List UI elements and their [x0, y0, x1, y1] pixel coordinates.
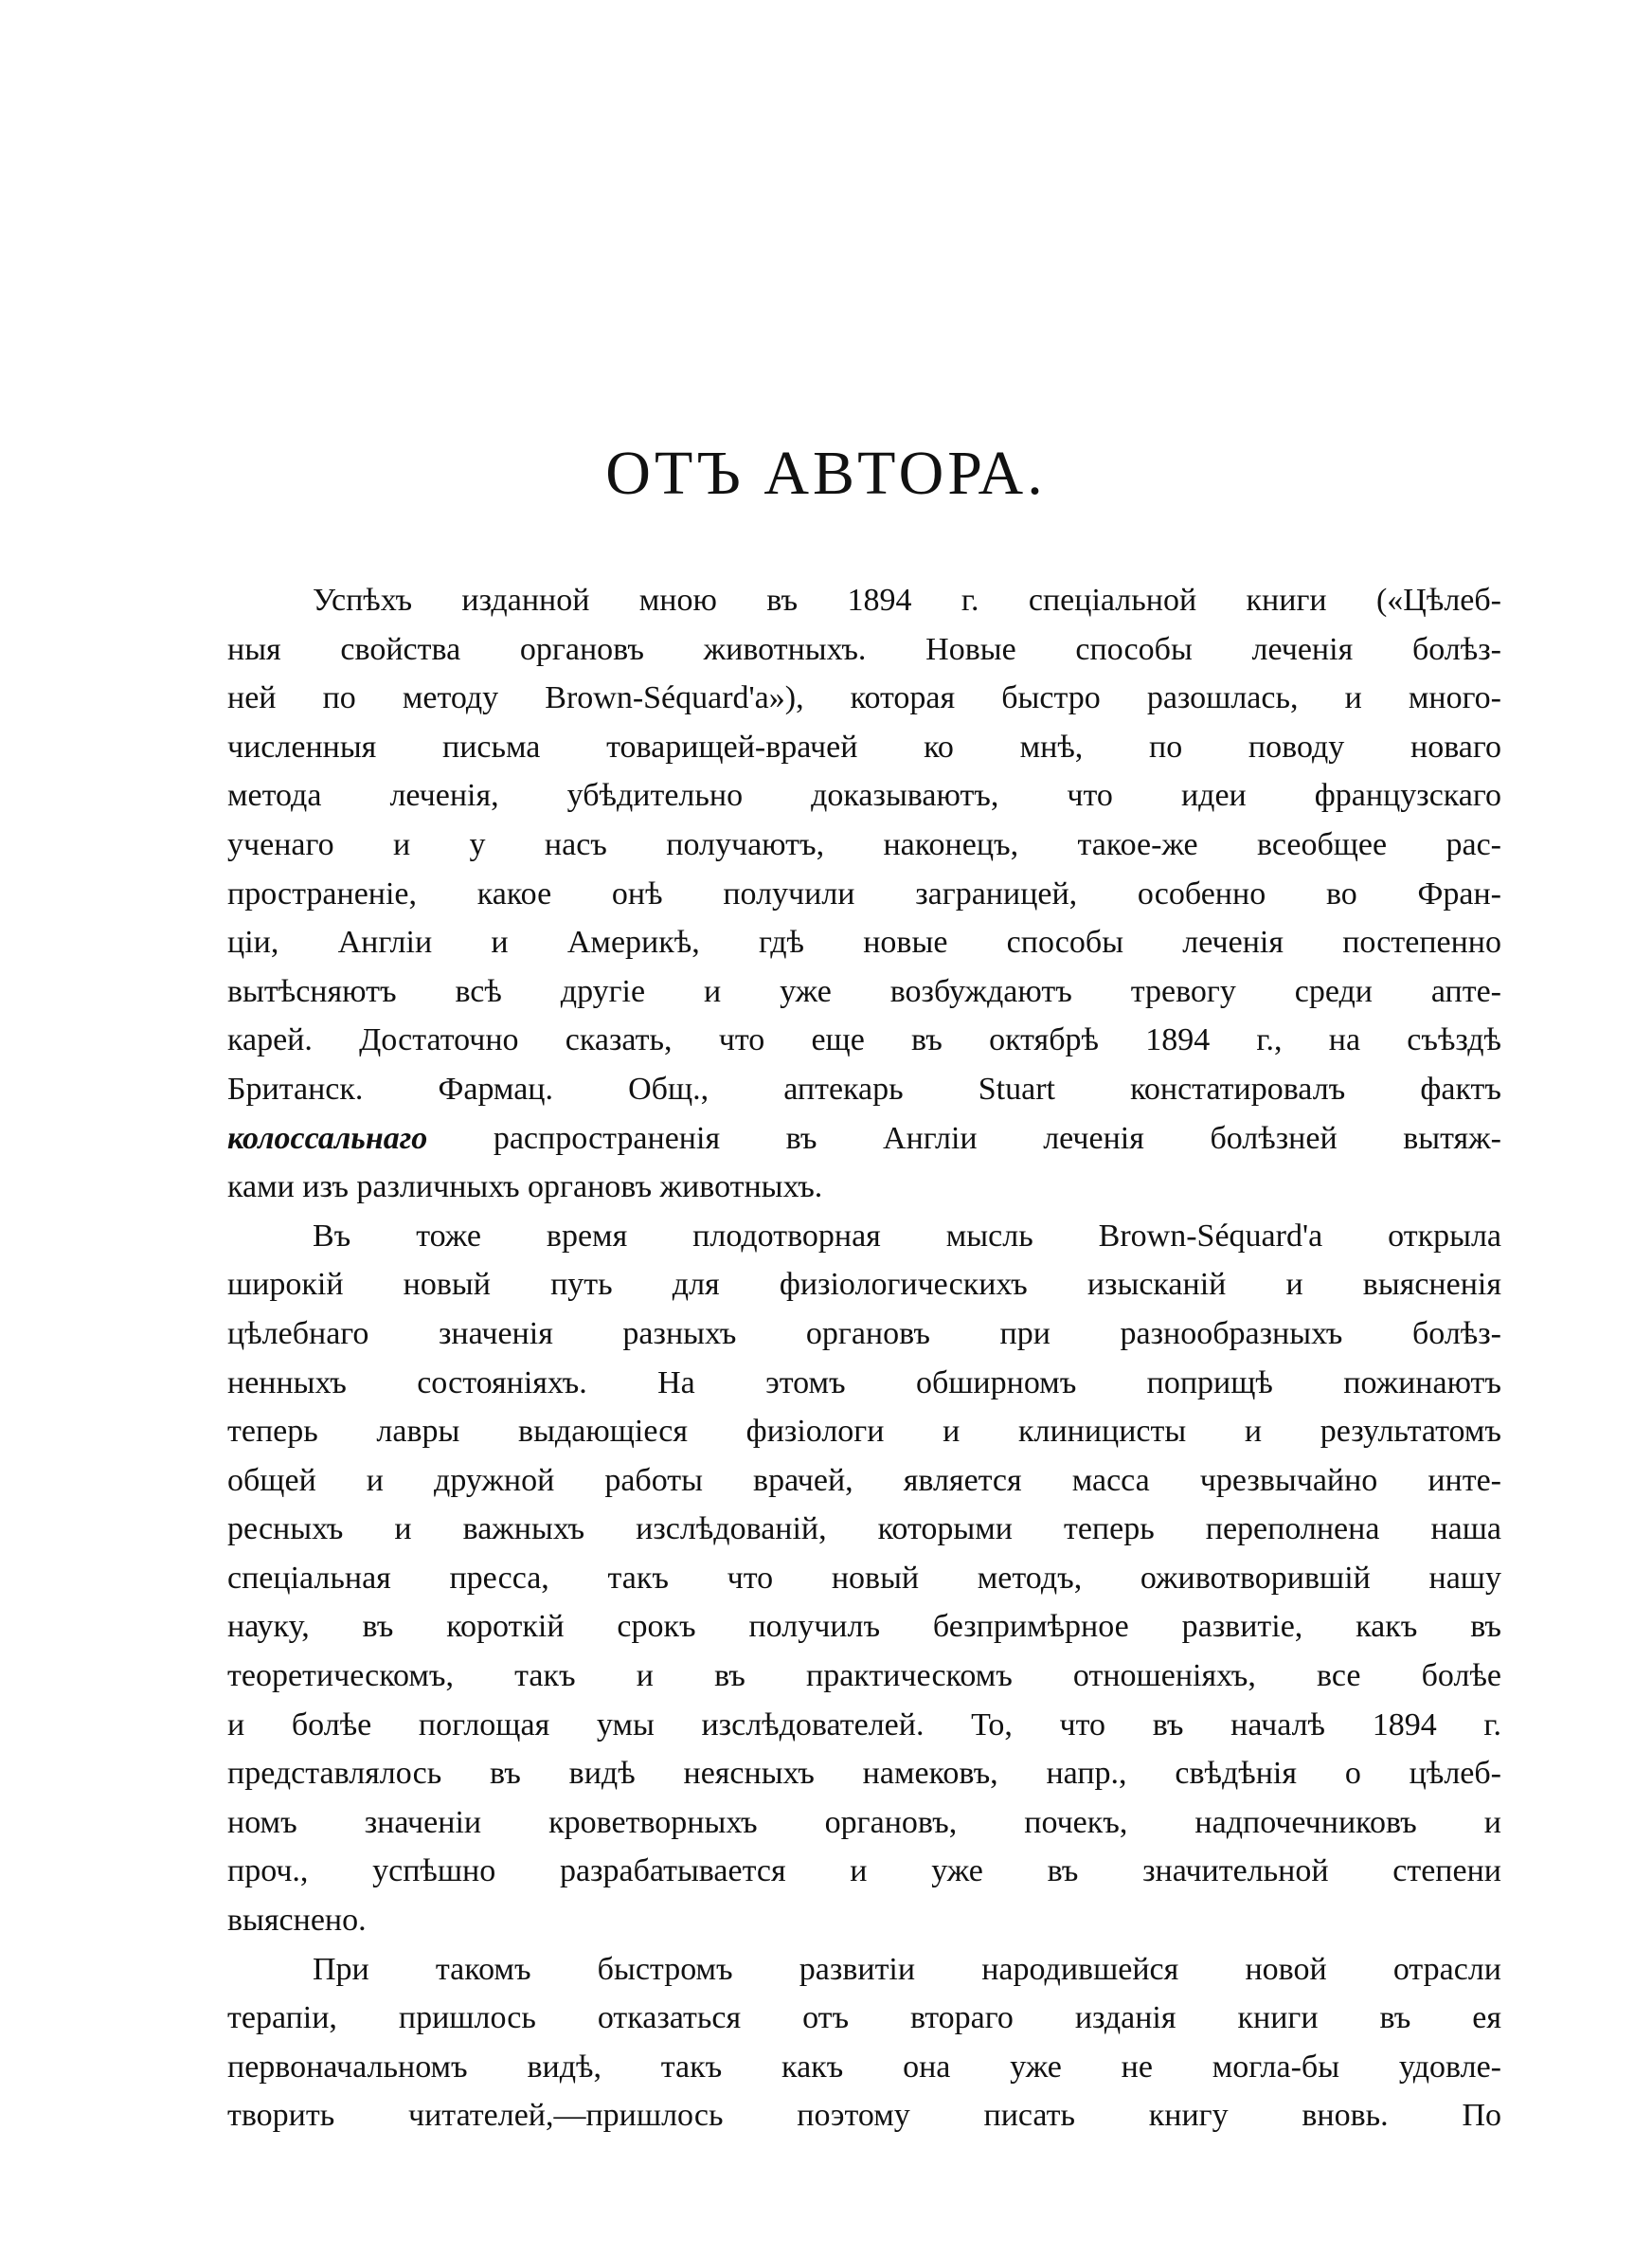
body-text — [227, 576, 1501, 2140]
text-line: номъ значеніи кроветворныхъ органовъ, почекъ, надпочечниковъ и — [227, 1804, 1501, 1840]
text-line: ками изъ различныхъ органовъ животныхъ. — [227, 1169, 823, 1205]
text-line: карей. Достаточно сказать, что еще въ октябрѣ 1894 г., на съѣздѣ — [227, 1022, 1501, 1058]
text-line: выяснено. — [227, 1903, 367, 1939]
text-line: метода леченія, убѣдительно доказываютъ, что идеи французскаго — [227, 778, 1501, 814]
text-line: Британск. Фармац. Общ., аптекарь Stuart констатировалъ фактъ — [227, 1071, 1501, 1107]
text-line-emphasis — [227, 1114, 1501, 1164]
text-line: численныя письма товарищей-врачей ко мнѣ, по поводу новаго — [227, 729, 1501, 765]
text-line: При такомъ быстромъ развитіи народившейся новой отрасли — [313, 1951, 1501, 1987]
text-line: проч., успѣшно разрабатывается и уже въ значительной степени — [227, 1853, 1501, 1889]
text-line-rest: распространенія въ Англіи леченія болѣзней вытяж- — [427, 1120, 1501, 1156]
text-line: творить читателей,—пришлось поэтому писать книгу вновь. По — [227, 2098, 1501, 2134]
italic-word: колоссальнаго — [227, 1120, 428, 1156]
text-line: ныя свойства органовъ животныхъ. Новые способы леченія болѣз- — [227, 631, 1501, 667]
text-line: вытѣсняютъ всѣ другіе и уже возбуждаютъ тревогу среди апте- — [227, 973, 1501, 1009]
text-line: общей и дружной работы врачей, является масса чрезвычайно инте- — [227, 1462, 1501, 1498]
text-line: ней по методу Brown-Séquard'a»), которая быстро разошлась, и много- — [227, 680, 1501, 716]
text-line: теоретическомъ, такъ и въ практическомъ отношеніяхъ, все болѣе — [227, 1658, 1501, 1694]
text-line: терапіи, пришлось отказаться отъ втораго изданія книги въ ея — [227, 2000, 1501, 2036]
paragraph-2 — [227, 1212, 1501, 1945]
text-line: цѣлебнаго значенія разныхъ органовъ при разнообразныхъ болѣз- — [227, 1315, 1501, 1351]
text-line: спеціальная пресса, такъ что новый методъ, оживотворившій нашу — [227, 1560, 1501, 1596]
text-line: пространеніе, какое онѣ получили заграницей, особенно во Фран- — [227, 876, 1501, 912]
text-line: первоначальномъ видѣ, такъ какъ она уже не могла-бы удовле- — [227, 2049, 1501, 2085]
text-line: широкій новый путь для физіологическихъ изысканій и выясненія — [227, 1267, 1501, 1303]
page-title: ОТЪ АВТОРА. — [605, 439, 1047, 508]
text-line: науку, въ короткій срокъ получилъ безпримѣрное развитіе, какъ въ — [227, 1609, 1501, 1645]
text-line: Успѣхъ изданной мною въ 1894 г. спеціальной книги («Цѣлеб- — [313, 583, 1501, 618]
text-line: теперь лавры выдающіеся физіологи и клиницисты и результатомъ — [227, 1414, 1501, 1450]
text-line: ресныхъ и важныхъ изслѣдованій, которыми теперь переполнена наша — [227, 1511, 1501, 1547]
paragraph-1 — [227, 576, 1501, 1212]
text-line: ціи, Англіи и Америкѣ, гдѣ новые способы леченія постепенно — [227, 925, 1501, 961]
text-line: и болѣе поглощая умы изслѣдователей. То, что въ началѣ 1894 г. — [227, 1706, 1501, 1742]
text-line: ненныхъ состояніяхъ. На этомъ обширномъ поприщѣ пожинаютъ — [227, 1364, 1501, 1400]
text-line: представлялось въ видѣ неясныхъ намековъ, напр., свѣдѣнія о цѣлеб- — [227, 1756, 1501, 1792]
text-line: ученаго и у насъ получаютъ, наконецъ, такое-же всеобщее рас- — [227, 826, 1501, 862]
text-line: Въ тоже время плодотворная мысль Brown-Séquard'a открыла — [313, 1218, 1501, 1254]
paragraph-3 — [227, 1945, 1501, 2140]
